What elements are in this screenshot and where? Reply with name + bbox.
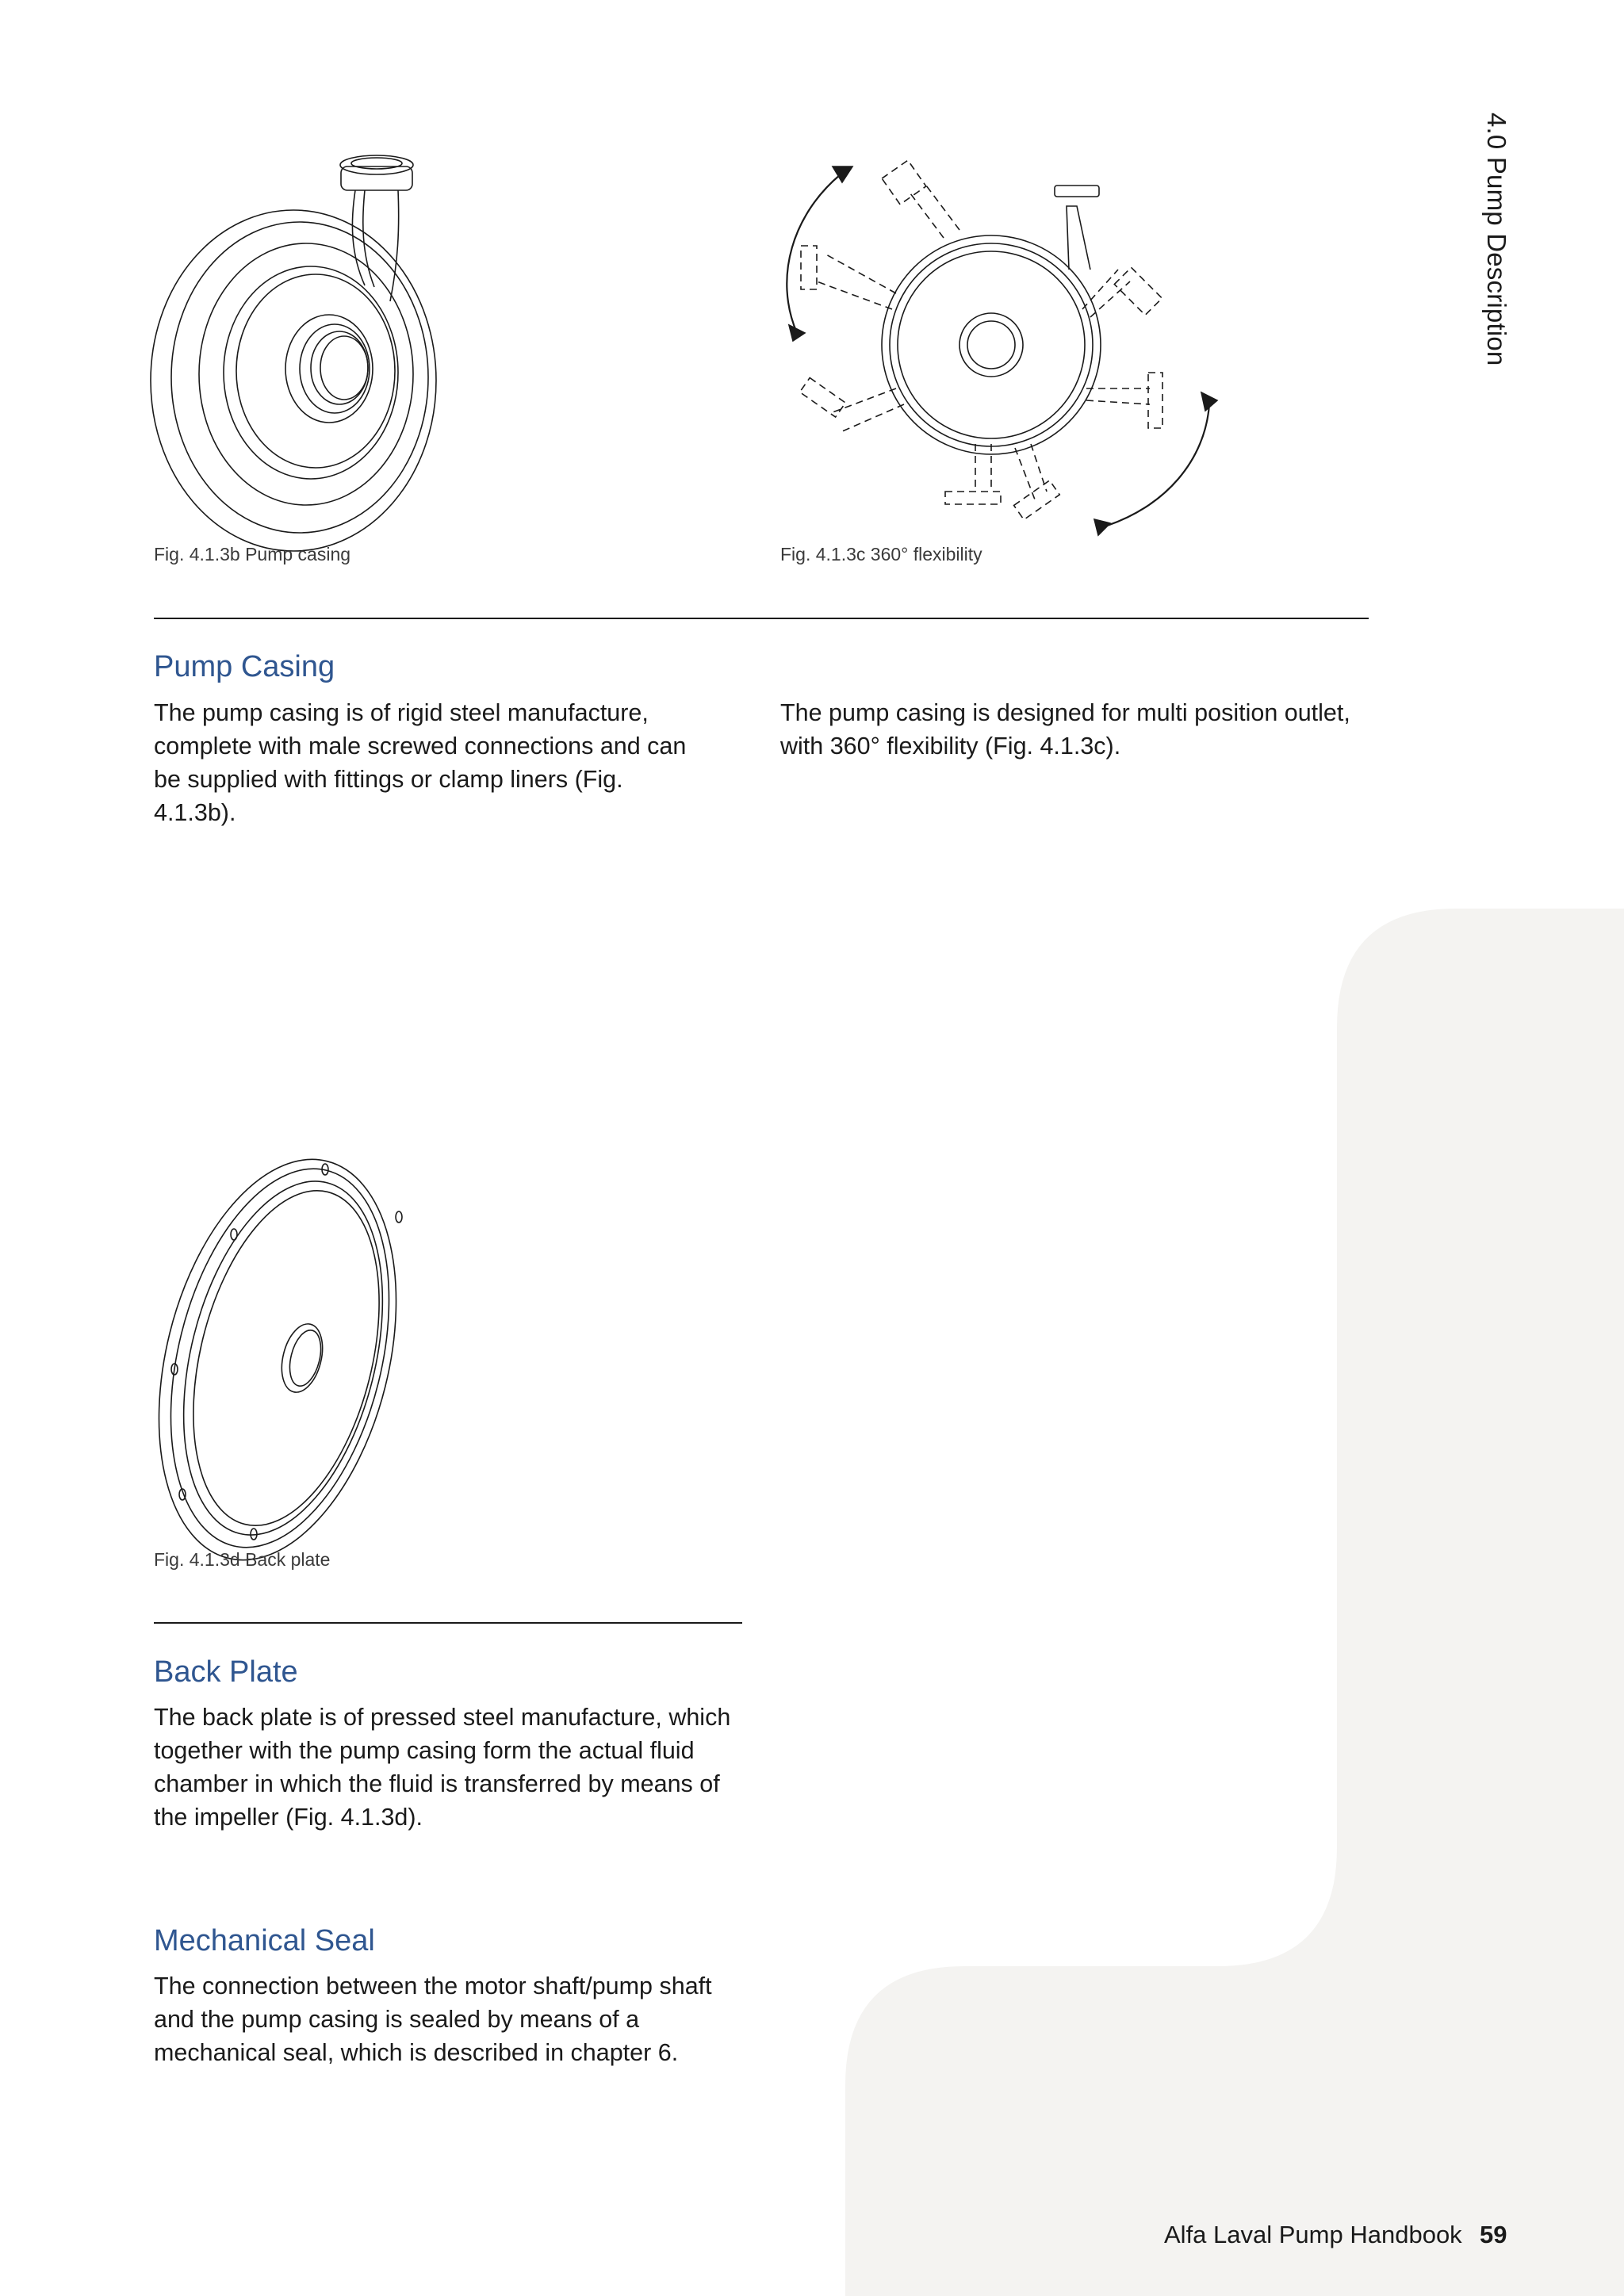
pump-casing-illustration	[143, 143, 460, 555]
back-plate-heading: Back Plate	[154, 1655, 298, 1689]
flexibility-caption: Fig. 4.1.3c 360° flexibility	[780, 544, 982, 564]
flexibility-illustration	[777, 151, 1237, 547]
mechanical-seal-text: The connection between the motor shaft/pump shaft and the pump casing is sealed by means of a mechanical seal, which is described in chapter 6.	[154, 1973, 712, 2066]
back-plate-caption: Fig. 4.1.3d Back plate	[154, 1549, 331, 1570]
pump-casing-heading: Pump Casing	[154, 650, 335, 683]
section-divider	[154, 618, 1369, 619]
pump-casing-text-col2: The pump casing is designed for multi position outlet, with 360° flexibility (Fig. 4.1.3c).	[780, 699, 1350, 760]
chapter-side-tab: 4.0 Pump Description	[1482, 113, 1511, 366]
page-number: 59	[1480, 2221, 1507, 2248]
back-plate-illustration	[147, 1154, 424, 1566]
pump-casing-text: The pump casing is of rigid steel manufacture, complete with male screwed connections and can be supplied with fittings or clamp liners (Fig. 4.1.3b).	[154, 699, 687, 826]
mechanical-seal-heading: Mechanical Seal	[154, 1924, 375, 1957]
pump-casing-caption: Fig. 4.1.3b Pump casing	[154, 544, 351, 564]
back-plate-text: The back plate is of pressed steel manufacture, which together with the pump casing form the actual fluid chamber in which the fluid is transferred by means of the impeller (Fig. 4.1.3d).	[154, 1704, 731, 1831]
section-divider-2	[154, 1622, 742, 1624]
footer-title: Alfa Laval Pump Handbook	[1164, 2221, 1462, 2248]
